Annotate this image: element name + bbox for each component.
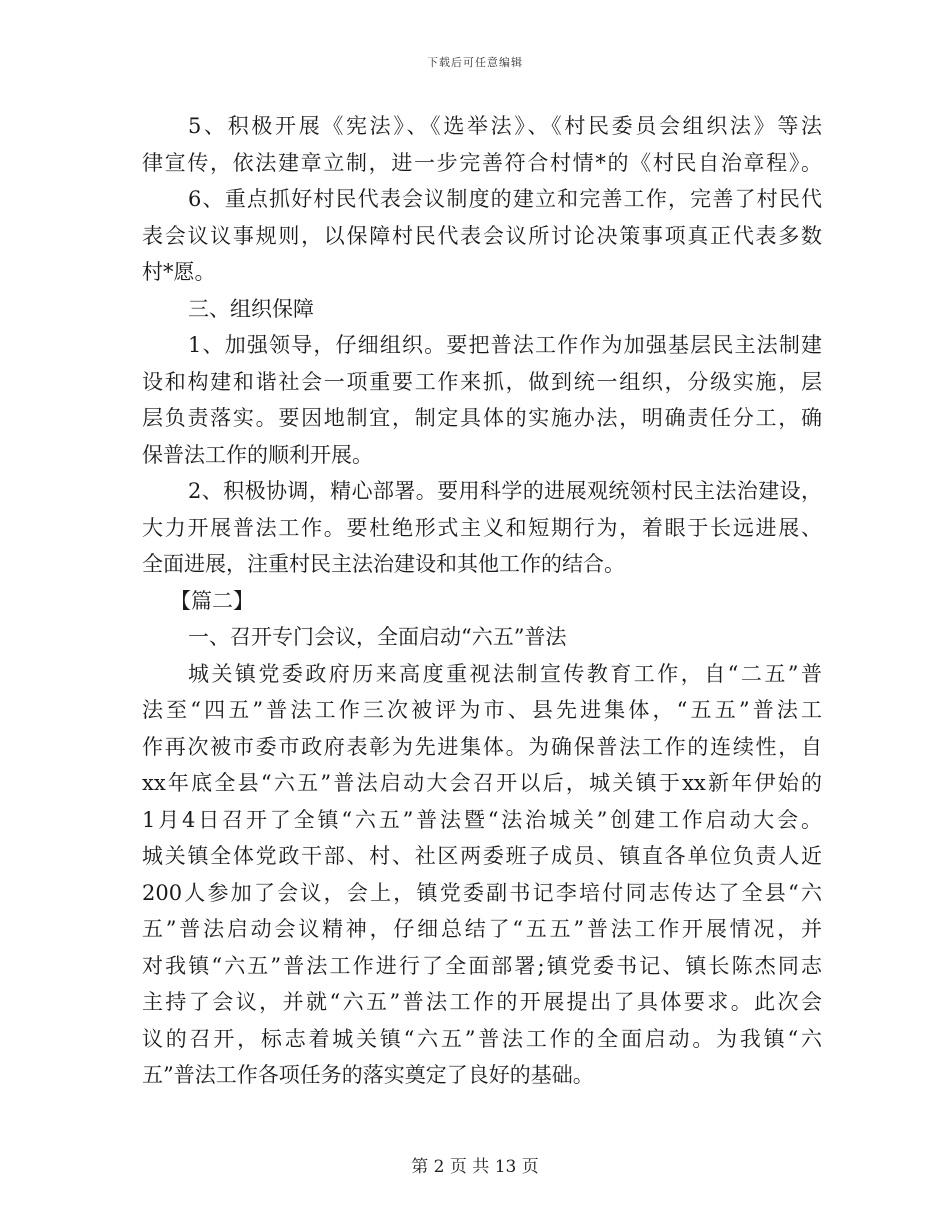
- document-body: [142, 108, 822, 1094]
- text-line: 设和构建和谐社会一项重要工作来抓，做到统一组织，分级实施，层: [142, 369, 822, 394]
- section-heading: 一、召开专门会议，全面启动“六五”普法: [188, 625, 567, 649]
- text-line: 主持了会议，并就“六五”普法工作的开展提出了具体要求。此次会: [142, 990, 822, 1014]
- page-number: 第 2 页 共 13 页: [411, 1157, 539, 1177]
- text-line: 律宣传，依法建章立制，进一步完善符合村情*的《村民自治章程》。: [142, 150, 822, 175]
- text-line: 全面进展，注重村民主法治建设和其他工作的结合。: [142, 552, 625, 576]
- section-heading: 【篇二】: [170, 588, 254, 613]
- text-line: 保普法工作的顺利开展。: [142, 442, 373, 467]
- text-line: 五”普法启动会议精神，仔细总结了“五五”普法工作开展情况，并: [142, 917, 822, 941]
- section-heading: 三、组织保障: [188, 296, 314, 321]
- text-line: 5、积极开展《宪法》、《选举法》、《村民委员会组织法》等法: [188, 114, 822, 138]
- text-line: 6、重点抓好村民代表会议制度的建立和完善工作，完善了村民代: [188, 187, 822, 211]
- text-line: 层负责落实。要因地制宜，制定具体的实施办法，明确责任分工，确: [142, 406, 822, 430]
- page-header-note: 下载后可任意编辑: [427, 56, 523, 69]
- text-line: 1月4日召开了全镇“六五”普法暨“法治城关”创建工作启动大会。: [142, 807, 822, 832]
- text-line: 法至“四五”普法工作三次被评为市、县先进集体，“五五”普法工: [142, 698, 822, 722]
- text-line: 2、积极协调，精心部署。要用科学的进展观统领村民主法治建设，: [188, 479, 822, 503]
- text-line: xx年底全县“六五”普法启动大会召开以后，城关镇于xx新年伊始的: [142, 771, 822, 795]
- text-line: 对我镇“六五”普法工作进行了全面部署;镇党委书记、镇长陈杰同志: [142, 953, 822, 978]
- text-line: 200人参加了会议，会上，镇党委副书记李培付同志传达了全县“六: [142, 880, 822, 905]
- text-line: 大力开展普法工作。要杜绝形式主义和短期行为，着眼于长远进展、: [142, 515, 822, 540]
- text-line: 1、加强领导，仔细组织。要把普法工作作为加强基层民主法制建: [188, 333, 822, 357]
- text-line: 五”普法工作各项任务的落实奠定了良好的基础。: [142, 1063, 594, 1087]
- text-line: 村*愿。: [142, 260, 216, 284]
- text-line: 城关镇党委政府历来高度重视法制宣传教育工作，自“二五”普: [188, 661, 822, 686]
- text-line: 作再次被市委市政府表彰为先进集体。为确保普法工作的连续性，自: [142, 734, 822, 759]
- text-line: 表会议议事规则，以保障村民代表会议所讨论决策事项真正代表多数: [142, 223, 822, 248]
- text-line: 议的召开，标志着城关镇“六五”普法工作的全面启动。为我镇“六: [142, 1026, 822, 1051]
- text-line: 城关镇全体党政干部、村、社区两委班子成员、镇直各单位负责人近: [142, 844, 822, 868]
